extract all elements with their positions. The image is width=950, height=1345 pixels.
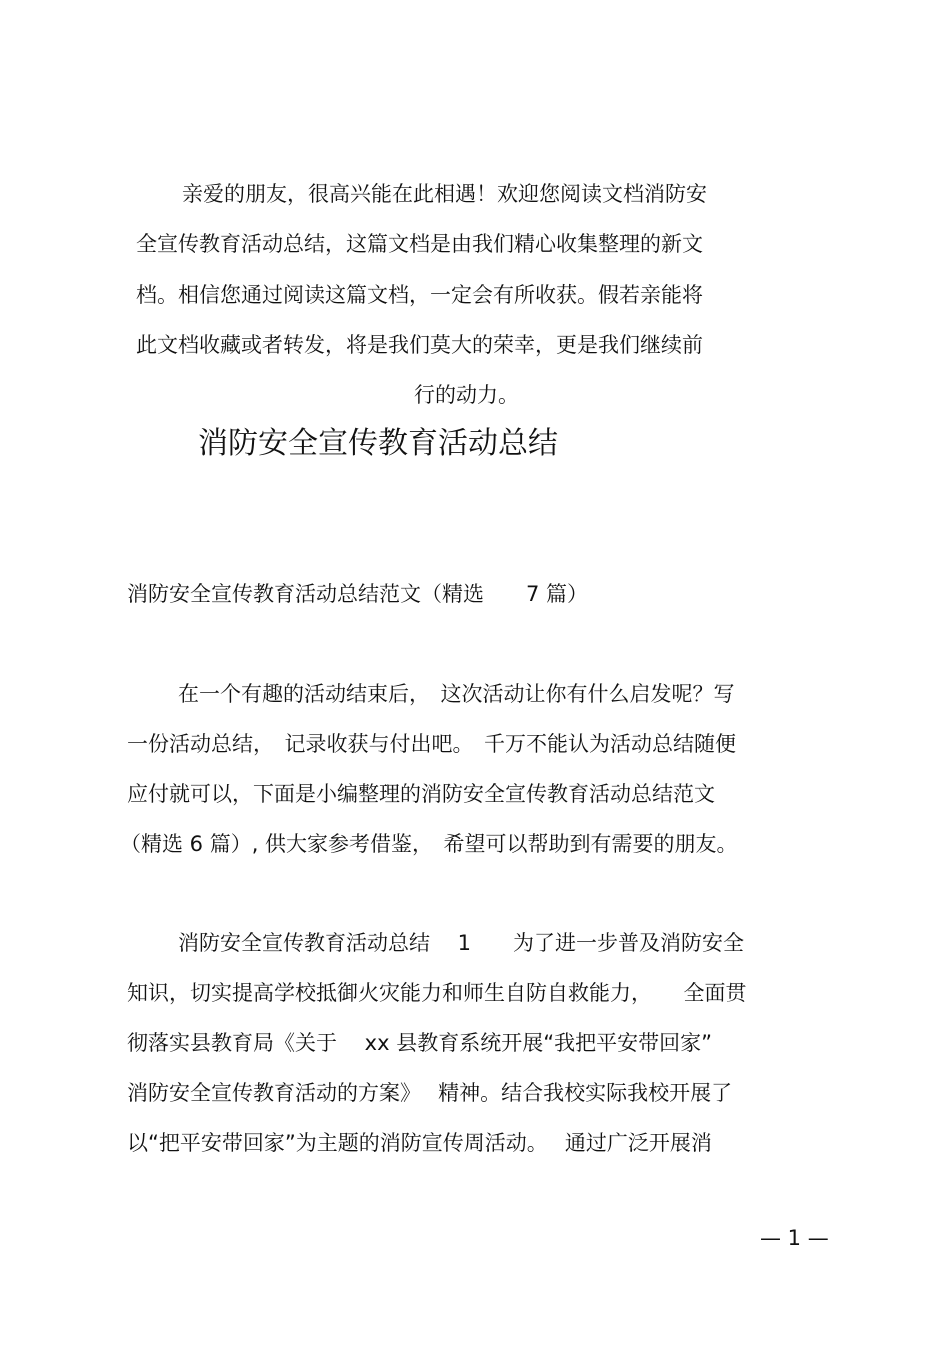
subtitle: 消防安全宣传教育活动总结范文（精选 7 篇）: [127, 582, 589, 606]
paragraph-line: 在一个有趣的活动结束后， 这次活动让你有什么启发呢？写: [178, 682, 735, 706]
page-number: — 1 —: [760, 1226, 829, 1250]
paragraph-line: 消防安全宣传教育活动的方案》 精神。结合我校实际我校开展了: [127, 1081, 733, 1105]
intro-line: 亲爱的朋友，很高兴能在此相遇！欢迎您阅读文档消防安: [182, 182, 707, 206]
page-title: 消防安全宣传教育活动总结: [198, 426, 558, 461]
paragraph-line: 消防安全宣传教育活动总结 1 为了进一步普及消防安全: [178, 931, 745, 955]
paragraph-line: （精选 6 篇）, 供大家参考借鉴， 希望可以帮助到有需要的朋友。: [120, 832, 738, 856]
paragraph-line: 知识，切实提高学校抵御火灾能力和师生自防自救能力， 全面贯: [127, 981, 747, 1005]
paragraph-line: 一份活动总结， 记录收获与付出吧。 千万不能认为活动总结随便: [127, 732, 736, 756]
intro-line: 全宣传教育活动总结，这篇文档是由我们精心收集整理的新文: [136, 232, 703, 256]
paragraph-line: 应付就可以，下面是小编整理的消防安全宣传教育活动总结范文: [127, 782, 715, 806]
paragraph-line: 以“把平安带回家”为主题的消防宣传周活动。 通过广泛开展消: [127, 1131, 712, 1155]
intro-line: 此文档收藏或者转发，将是我们莫大的荣幸，更是我们继续前: [136, 333, 703, 357]
paragraph-line: 彻落实县教育局《关于 xx 县教育系统开展“我把平安带回家”: [127, 1031, 712, 1055]
intro-line: 行的动力。: [414, 383, 519, 407]
intro-line: 档。相信您通过阅读这篇文档，一定会有所收获。假若亲能将: [136, 283, 703, 307]
